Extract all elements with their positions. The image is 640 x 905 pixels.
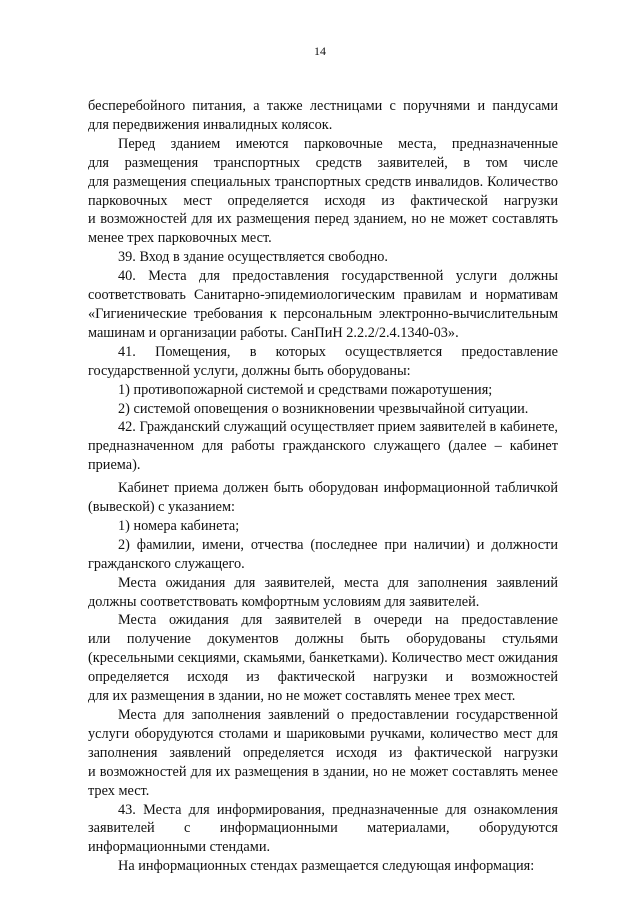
text-line: 1) противопожарной системой и средствами пожаротушения; (118, 381, 493, 398)
text-line: для размещения специальных транспортных средств инвалидов. Количество (88, 173, 558, 190)
text-line: 43. Места для информирования, предназначенные для ознакомления (118, 801, 558, 818)
text-line: для передвижения инвалидных колясок. (88, 116, 333, 133)
text-line: Перед зданием имеются парковочные места, предназначенные (118, 135, 558, 152)
text-line: заполнения заявлений определяется исходя из фактической нагрузки (88, 744, 558, 761)
text-line: Места для заполнения заявлений о предоставлении государственной (118, 707, 558, 723)
text-line: 1) номера кабинета; (118, 517, 240, 534)
text-line: Места ожидания для заявителей, места для заполнения заявлений (118, 574, 558, 591)
text-line: На информационных стендах размещается следующая информация: (118, 858, 535, 875)
text-line: машинам и организации работы. СанПиН 2.2.2/2.4.1340-03». (88, 324, 459, 341)
text-line: (вывеской) с указанием: (88, 499, 235, 516)
text-line: 2) системой оповещения о возникновении чрезвычайной ситуации. (118, 400, 529, 417)
text-line: информационными стендами. (88, 839, 271, 856)
page-number: 14 (314, 44, 326, 58)
text-line: менее трех парковочных мест. (88, 230, 272, 247)
text-line: или получение документов должны быть оборудованы стульями (88, 631, 558, 648)
text-line: определяется исходя из фактической нагрузки и возможностей (88, 669, 558, 686)
text-line: 40. Места для предоставления государственной услуги должны (118, 268, 558, 285)
text-line: для размещения транспортных средств заявителей, в том числе (88, 154, 558, 171)
text-line: приема). (88, 457, 141, 474)
document-body (88, 97, 558, 876)
text-line: услуги оборудуются столами и шариковыми ручками, количество мест для (88, 725, 558, 742)
text-line: гражданского служащего. (88, 555, 245, 572)
text-line: бесперебойного питания, а также лестницами с поручнями и пандусами (88, 98, 558, 114)
text-line: заявителей с информационными материалами, оборудуются (88, 820, 558, 837)
text-line: для их размещения в здании, но не может составлять менее трех мест. (88, 688, 516, 705)
text-line: 41. Помещения, в которых осуществляется предоставление (118, 343, 558, 360)
text-line: 42. Гражданский служащий осуществляет прием заявителей в кабинете, (118, 419, 558, 436)
text-line: «Гигиенические требования к персональным электронно-вычислительным (88, 305, 558, 322)
text-line: должны соответствовать комфортным условиям для заявителей. (88, 593, 480, 610)
text-line: (кресельными секциями, скамьями, банкетками). Количество мест ожидания (88, 650, 558, 667)
text-line: 39. Вход в здание осуществляется свободно. (118, 249, 388, 266)
text-line: парковочных мест определяется исходя из фактической нагрузки (88, 192, 558, 209)
text-line: 2) фамилии, имени, отчества (последнее при наличии) и должности (118, 536, 558, 553)
text-line: Места ожидания для заявителей в очереди на предоставление (118, 612, 558, 629)
text-line: и возможностей для их размещения перед зданием, но не может составлять (88, 211, 558, 228)
text-line: Кабинет приема должен быть оборудован информационной табличкой (118, 480, 558, 497)
text-line: трех мест. (88, 782, 150, 799)
text-line: государственной услуги, должны быть оборудованы: (88, 362, 411, 379)
text-line: предназначенном для работы гражданского служащего (далее – кабинет (88, 438, 558, 455)
text-line: соответствовать Санитарно-эпидемиологическим правилам и нормативам (88, 287, 558, 304)
text-line: и возможностей для их размещения в здании, но не может составлять менее (88, 763, 558, 780)
